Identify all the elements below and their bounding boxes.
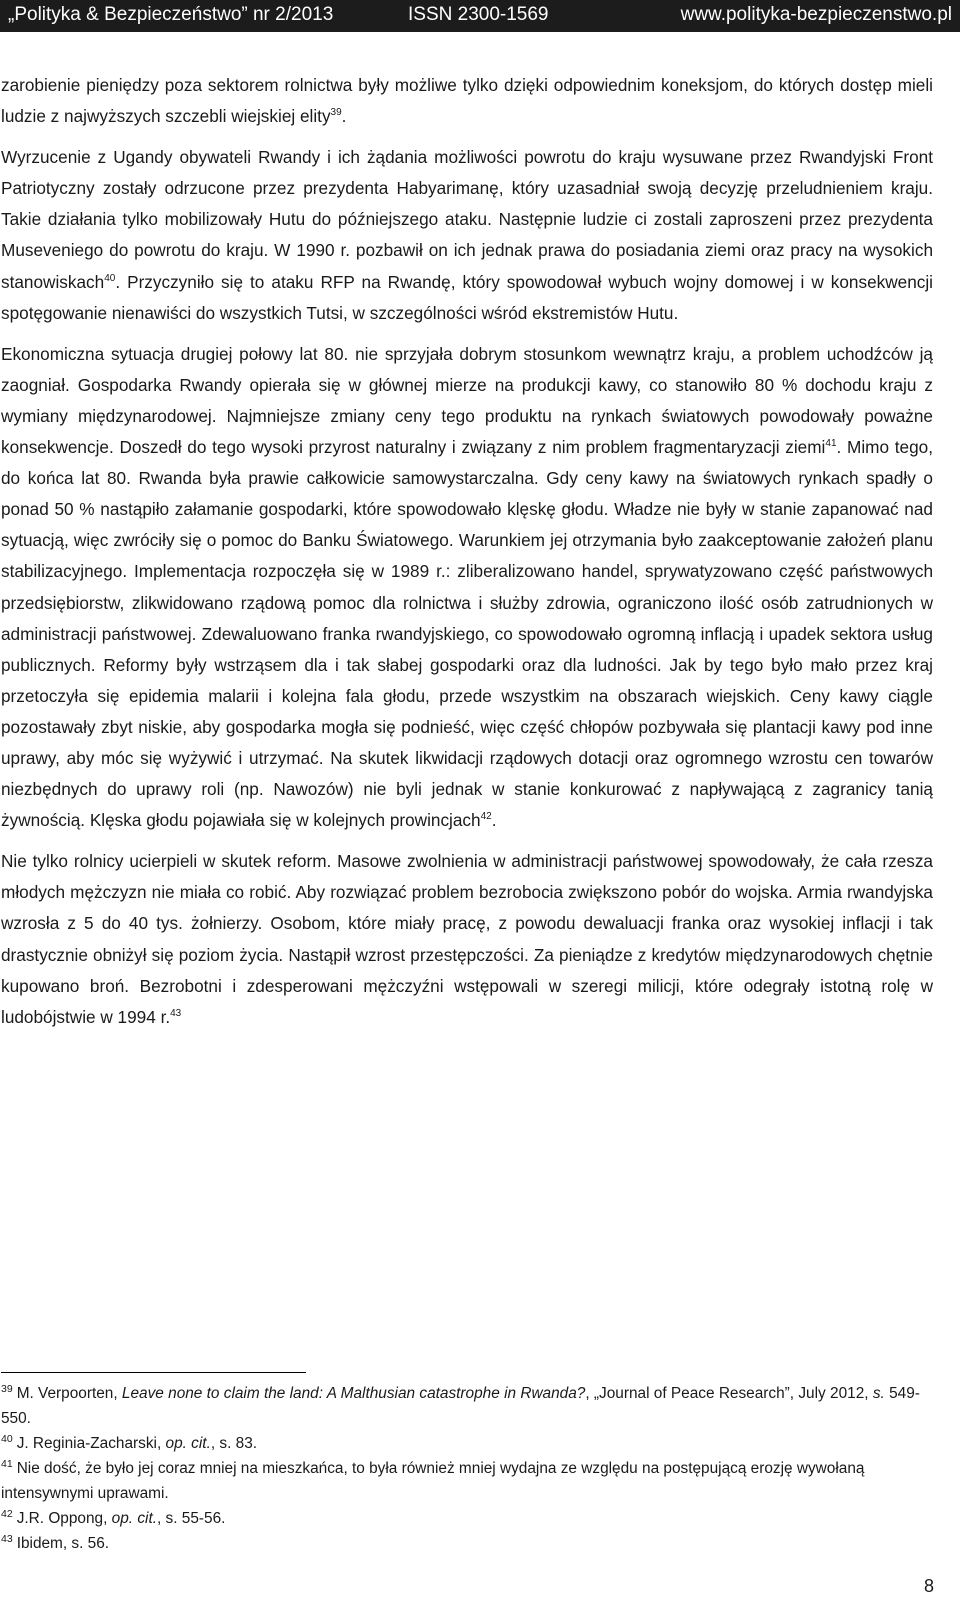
footnote-40 xyxy=(1,1431,936,1456)
footnote-ref-40[interactable]: 40 xyxy=(104,272,116,284)
paragraph-3 xyxy=(1,339,959,837)
footnote-ref-42[interactable]: 42 xyxy=(480,811,492,823)
footnote-citation: op. cit. xyxy=(111,1510,157,1527)
footnote-text: J.R. Oppong, xyxy=(16,1510,112,1527)
paragraph-4 xyxy=(1,846,959,1033)
issn-number: ISSN 2300-1569 xyxy=(408,4,549,25)
footnote-number: 40 xyxy=(1,1433,13,1445)
paragraph-text: Wyrzucenie z Ugandy obywateli Rwandy i ich żądania możliwości powrotu do kraju wysuwane przez Rwandyjski Front Patriotyczny zostały odrzucone przez prezydenta Habyarimanę, który uzasadniał swoją decyzję przeludnieniem kraju. Takie działania tylko mobilizowały Hutu do późniejszego ataku. Następnie ludzie ci zostali zaproszeni przez prezydenta Museveniego do powrotu do kraju. W 1990 r. pozbawił on ich jednak prawa do posiadania ziemi oraz pracy na wysokich stanowiskach xyxy=(1,147,933,292)
paragraph-text: . xyxy=(341,106,347,127)
footnote-ref-39[interactable]: 39 xyxy=(330,107,342,119)
footnote-43 xyxy=(1,1531,936,1556)
footnote-text: , s. 83. xyxy=(210,1435,258,1452)
footnote-text: , s. 55-56. xyxy=(157,1510,226,1527)
footnote-number: 43 xyxy=(1,1533,13,1545)
footnote-text: s. xyxy=(872,1385,885,1402)
paragraph-text: zarobienie pieniędzy poza sektorem rolnictwa były możliwe tylko dzięki odpowiednim koneksjom, do których dostęp mieli ludzie z najwyższych szczebli wiejskiej elity xyxy=(1,75,933,127)
paragraph-text: . Przyczyniło się to ataku RFP na Rwandę, który spowodował wybuch wojny domowej i w konsekwencji spotęgowanie nienawiści do wszystkich Tutsi, w szczególności wśród ekstremistów Hutu. xyxy=(1,271,933,323)
footnote-39 xyxy=(1,1381,936,1431)
paragraph-2 xyxy=(1,142,959,329)
footnote-ref-43[interactable]: 43 xyxy=(170,1007,182,1019)
paragraph-1 xyxy=(1,70,959,132)
footnote-title: Leave none to claim the land: A Malthusian catastrophe in Rwanda? xyxy=(121,1385,586,1402)
paragraph-text: Ekonomiczna sytuacja drugiej połowy lat 80. nie sprzyjała dobrym stosunkom wewnątrz kraju, a problem uchodźców ją zaogniał. Gospodarka Rwandy opierała się w głównej mierze na produkcji kawy, co stanowiło 80 % dochodu kraju z wymiany międzynarodowej. Najmniejsze zmiany ceny tego produktu na rynkach światowych powodowały poważne konsekwencje. Doszedł do tego wysoki przyrost naturalny i związany z nim problem fragmentaryzacji ziemi xyxy=(1,343,933,458)
footnote-text: J. Reginia-Zacharski, xyxy=(16,1435,166,1452)
paragraph-text: Nie tylko rolnicy ucierpieli w skutek reform. Masowe zwolnienia w administracji państwowej spowodowały, że cała rzesza młodych mężczyzn nie miała co robić. Aby rozwiązać problem bezrobocia zwiększono pobór do wojska. Armia rwandyjska wzrosła z 5 do 40 tys. żołnierzy. Osobom, które miały pracę, z powodu dewaluacji franka oraz wysokiej inflacji i tak drastycznie obniżył się poziom życia. Nastąpił wzrost przestępczości. Za pieniądze z kredytów międzynarodowych chętnie kupowano broń. Bezrobotni i zdesperowani mężczyźni wstępowali w szeregi milicji, które odegrały istotną rolę w ludobójstwie w 1994 r. xyxy=(1,851,933,1027)
footnote-number: 42 xyxy=(1,1508,13,1520)
footnote-citation: op. cit. xyxy=(165,1435,211,1452)
footnote-ref-41[interactable]: 41 xyxy=(825,438,837,450)
footnote-text: 549-550. xyxy=(1,1385,920,1427)
page-number: 8 xyxy=(923,1576,934,1596)
footnote-text: Ibidem, s. 56. xyxy=(16,1535,110,1552)
footnote-42 xyxy=(1,1506,936,1531)
footnote-divider xyxy=(1,1372,306,1373)
footnote-number: 41 xyxy=(1,1458,13,1470)
paragraph-text: . Mimo tego, do końca lat 80. Rwanda była prawie całkowicie samowystarczalna. Gdy ceny kawy na światowych rynkach spadły o ponad 50 % nastąpiło załamanie gospodarki, które spowodowało klęskę głodu. Władze nie były w stanie zapanować nad sytuacją, więc zwróciły się o pomoc do Banku Światowego. Warunkiem jej otrzymania było zaakceptowanie założeń planu stabilizacyjnego. Implementacja rozpoczęła się w 1989 r.: zliberalizowano handel, sprywatyzowano część państwowych przedsiębiorstw, zlikwidowano rządową pomoc dla rolnictwa i służby zdrowia, ograniczono ilość osób zatrudnionych w administracji państwowej. Zdewaluowano franka rwandyjskiego, co spowodowało ogromną inflacją i upadek sektora usług publicznych. Reformy były wstrząsem dla i tak słabej gospodarki oraz dla ludności. Jak by tego było mało przez kraj przetoczyła się epidemia malarii i kolejna fala głodu, przede wszystkim na obszarach wiejskich. Ceny kawy ciągle pozostawały zbyt niskie, aby gospodarka mogła się podnieść, więc część chłopów pozbywała się plantacji kawy pod inne uprawy, aby móc się wyżywić i utrzymać. Na skutek likwidacji rządowych dotacji oraz ogromnego wzrostu cen towarów niezbędnych do uprawy roli (np. Nawozów) nie byli jednak w stanie konkurować z napływającą z zagranicy tanią żywnością. Klęska głodu pojawiała się w kolejnych prowincjach xyxy=(1,437,933,831)
page-header xyxy=(0,0,960,32)
paragraph-text: . xyxy=(491,810,497,831)
journal-url: www.polityka-bezpieczenstwo.pl xyxy=(680,4,952,25)
footnotes xyxy=(1,1381,936,1556)
journal-title: „Polityka & Bezpieczeństwo” nr 2/2013 xyxy=(8,4,334,25)
article-body xyxy=(0,70,960,1043)
footnote-text: , „Journal of Peace Research”, July 2012, xyxy=(585,1385,873,1402)
footnote-41 xyxy=(1,1456,936,1506)
footnote-number: 39 xyxy=(1,1383,13,1395)
footnote-text: Nie dość, że było jej coraz mniej na mieszkańca, to była również mniej wydajna ze względu na postępującą erozję wywołaną intensywnymi uprawami. xyxy=(1,1460,865,1502)
footnote-text: M. Verpoorten, xyxy=(16,1385,122,1402)
